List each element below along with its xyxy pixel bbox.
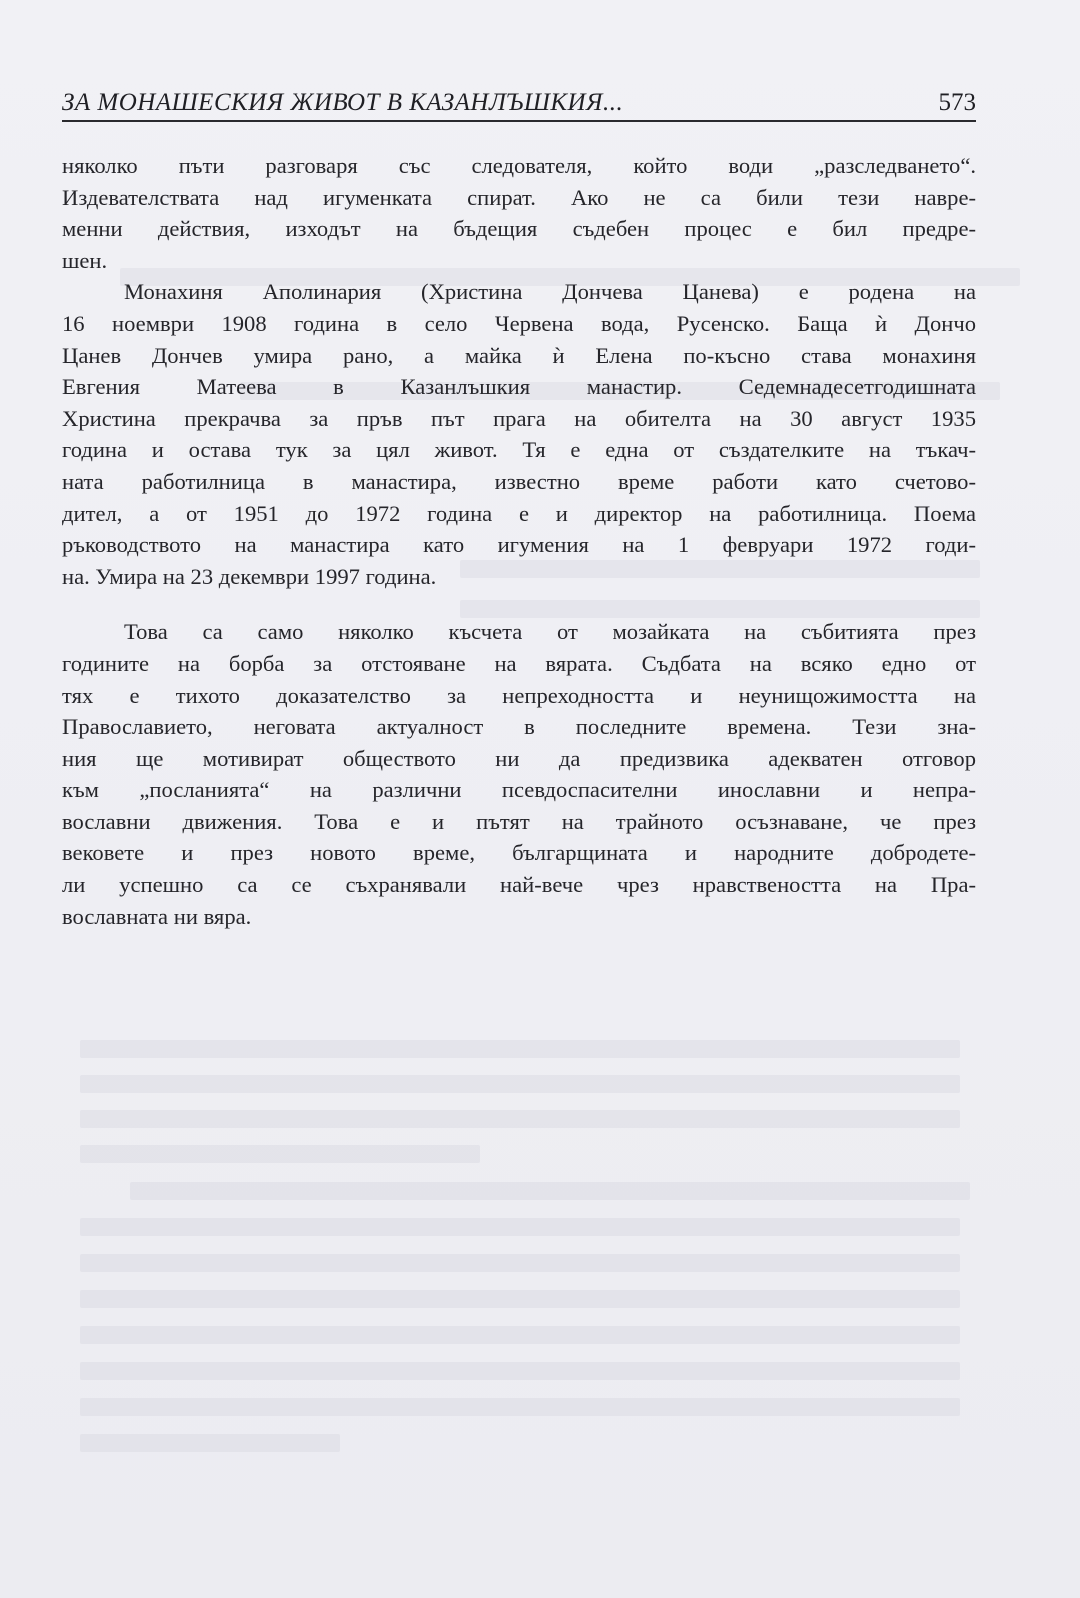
text-line: дител, а от 1951 до 1972 година е и директор на работилница. Поема [62, 500, 976, 526]
text-line: Цанев Дончев умира рано, а майка ѝ Елена по-късно става монахиня [62, 342, 976, 368]
bleed-through-line [80, 1254, 960, 1272]
bleed-through-line [130, 1182, 970, 1200]
paragraph-3 [62, 616, 976, 932]
text-line: ната работилница в манастира, известно време работи като счетово- [62, 468, 976, 494]
text-line: на. Умира на 23 декември 1997 година. [62, 563, 437, 589]
bleed-through-line [80, 1326, 960, 1344]
bleed-through-line [80, 1145, 480, 1163]
paragraph-gap [62, 592, 976, 616]
text-line: годините на борба за отстояване на вярата. Съдбата на всяко едно от [62, 650, 976, 676]
bleed-through-line [80, 1110, 960, 1128]
text-line: ния ще мотивират обществото ни да предизвика адекватен отговор [62, 745, 976, 771]
text-line: няколко пъти разговаря със следователя, който води „разследването“. [62, 153, 976, 178]
text-line: Православието, неговата актуалност в последните времена. Тези зна- [62, 714, 976, 740]
text-line: шен. [62, 247, 108, 273]
running-title: ЗА МОНАШЕСКИЯ ЖИВОТ В КАЗАНЛЪШКИЯ... [62, 89, 624, 116]
text-line: вославната ни вяра. [62, 903, 252, 929]
text-line: Христина прекрачва за пръв път прага на обителта на 30 август 1935 [62, 405, 976, 431]
bleed-through-line [80, 1434, 340, 1452]
paragraph-1 [62, 150, 976, 276]
text-line: вековете и през новото време, българщината и народните добродете- [62, 840, 976, 866]
bleed-through-line [80, 1075, 960, 1093]
text-line: вославни движения. Това е и пътят на трайното осъзнаване, че през [62, 808, 976, 834]
text-line: тях е тихото доказателство за непреходността и неунищожимостта на [62, 682, 976, 708]
bleed-through-line [80, 1218, 960, 1236]
text-line: менни действия, изходът на бъдещия съдебен процес е бил предре- [62, 216, 976, 242]
bleed-through-line [80, 1362, 960, 1380]
paragraph-2 [62, 276, 976, 592]
text-line: 16 ноември 1908 година в село Червена вода, Русенско. Баща ѝ Дончо [62, 310, 976, 336]
text-line: година и остава тук за цял живот. Тя е една от създателките на тъкач- [62, 437, 976, 463]
text-line: Това са само няколко късчета от мозайката на събитията през [124, 619, 976, 645]
bleed-through-line [80, 1398, 960, 1416]
running-header [62, 86, 976, 122]
bleed-through-line [80, 1290, 960, 1308]
text-line: Монахиня Аполинария (Христина Дончева Цанева) е родена на [124, 279, 976, 305]
page-number: 573 [938, 89, 976, 116]
text-line: към „посланията“ на различни псевдоспасителни инославни и непра- [62, 777, 976, 803]
text-line: Издевателствата над игуменката спират. Ако не са били тези навре- [62, 184, 976, 210]
bleed-through-line [80, 1040, 960, 1058]
body-text [62, 150, 976, 932]
text-line: ли успешно са се съхранявали най-вече чрез нравствеността на Пра- [62, 872, 976, 898]
text-line: ръководството на манастира като игумения на 1 февруари 1972 годи- [62, 532, 976, 558]
text-line: Евгения Матеева в Казанлъшкия манастир. Седемнадесетгодишната [62, 374, 976, 400]
